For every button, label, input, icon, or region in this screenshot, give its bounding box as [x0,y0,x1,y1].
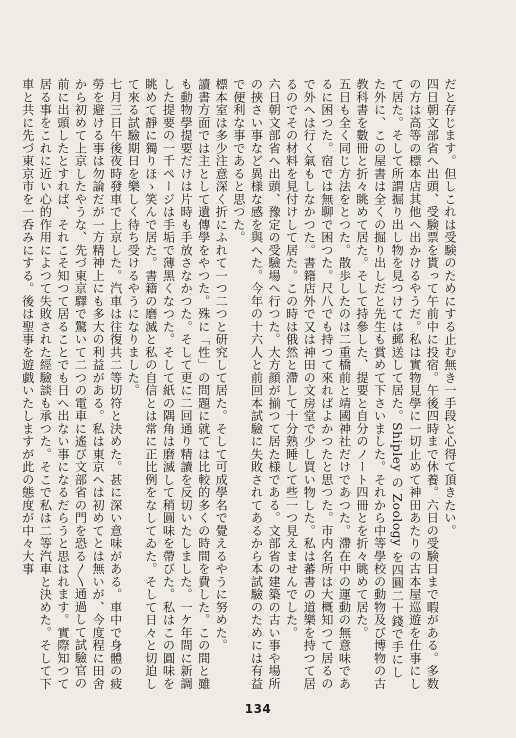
paragraph: 七月三日午後夜時發車で上京した。汽車は往復共二等切符と決めた。甚に深い意味がある。車中で身體の疲勞を避ける事は勿論だが一方精神上にも多大の利益がある。私は東京へは初めてとは無いが、今度程に田舍から初めて上京したやうな、先づ東京驛で驚いて二つの電車に遙び文部省の門を恐る〳〵通過して試驗官の前に出頭したとすれば、それこそ知つて居ることでも日へ出ない事になるだらうと思はれます。實際知つて居る事をこれに近い心的作用によつて失敗された經驗談も承つた。そこで私は二等汽車と決めた。そして下車と共に先づ東京市を一呑みにする。後は聖事を遊戯いたしますが此の態度が中々大事 [20,78,123,690]
paragraph: 五日も全く同じ方法をとつた。散歩したのは二重橋前と靖國神社だけであつた。滯在中の運動の無意味であるに困つた。宿では無聊で困つた。尺八でも持つて來ればよかつたと思つた。市内名所は大概知つて居るので外へは行く氣もしなかつた。書籍店外で又は神田の文房堂で少し買い物した。私は蕃書の道樂を持つて居るのでその材料を見付けして居た。この時は俄然と滯して十分熟睡して些一つ見えませんでした。 [284,78,352,690]
vertical-text-body [20,78,458,690]
paragraph: 讀書方面では主として遺傳學をやつた。殊に「性」の問題に就ては比較的多くの時間を費した。この間と雖も動物學提要だけは片時も手放さなかつた。そして更に二回通り精讀を反切いたしました。一ケ年間に新調した提要の一千ページは手垢で薄黑くなつた。そして紙の隅角は磨滅して稍圓味を帶びた。私はこの圓味を眺めて靜に獨りほゝ笑んで居た。書籍の磨滅と私の自信とは常に正比例をなしてゐた。そして日々と切迫して來る試驗期日を樂しく待ち受けるやうになりました。 [126,78,211,690]
paragraph: 六日朝文部省へ出頭、豫定の受驗場へ行つた。大方顔が揃つて居た様である。文部省の建築の古い事や場所の挾さい事など異様な感を與へた。今年の十六人と前回本試驗に失敗されてあるから本試驗のためには有益で便利な事であると思つた。 [231,78,282,690]
paragraph: 標本室は多少注意深く折にふれて一つ二つと研究して居た。そして可成學名で覺えるやうに努めた。 [214,78,229,652]
page-number: 134 [244,702,272,716]
paragraph: 四日朝文部省へ出頭、受験票を貰って午前中に投宿。午後四時まで休養。六日の受験日まで暇がある。多数の方は高等の標本店其他へ出かけるやうだ。私は實物見學に一切止めて神田あたりの古本屋巡遊を仕事にして居た。そして所謂掘り出し物を見つけては郵送して居た。Shipley の Zoology を四圓二十錢で手にした外に、この屋書は全くの掘り出しだと先生も賞めて下さいました。それから中等學校の動物及び博物の古教科書を數冊と折々眺めて居た。そして持參した、提要と自分のノート四冊とを折々眺めて居た。 [355,78,440,690]
paragraph: だと存じます。但しこれは受験のためにする止む無き一手段と心得て頂きたい。 [443,78,457,537]
